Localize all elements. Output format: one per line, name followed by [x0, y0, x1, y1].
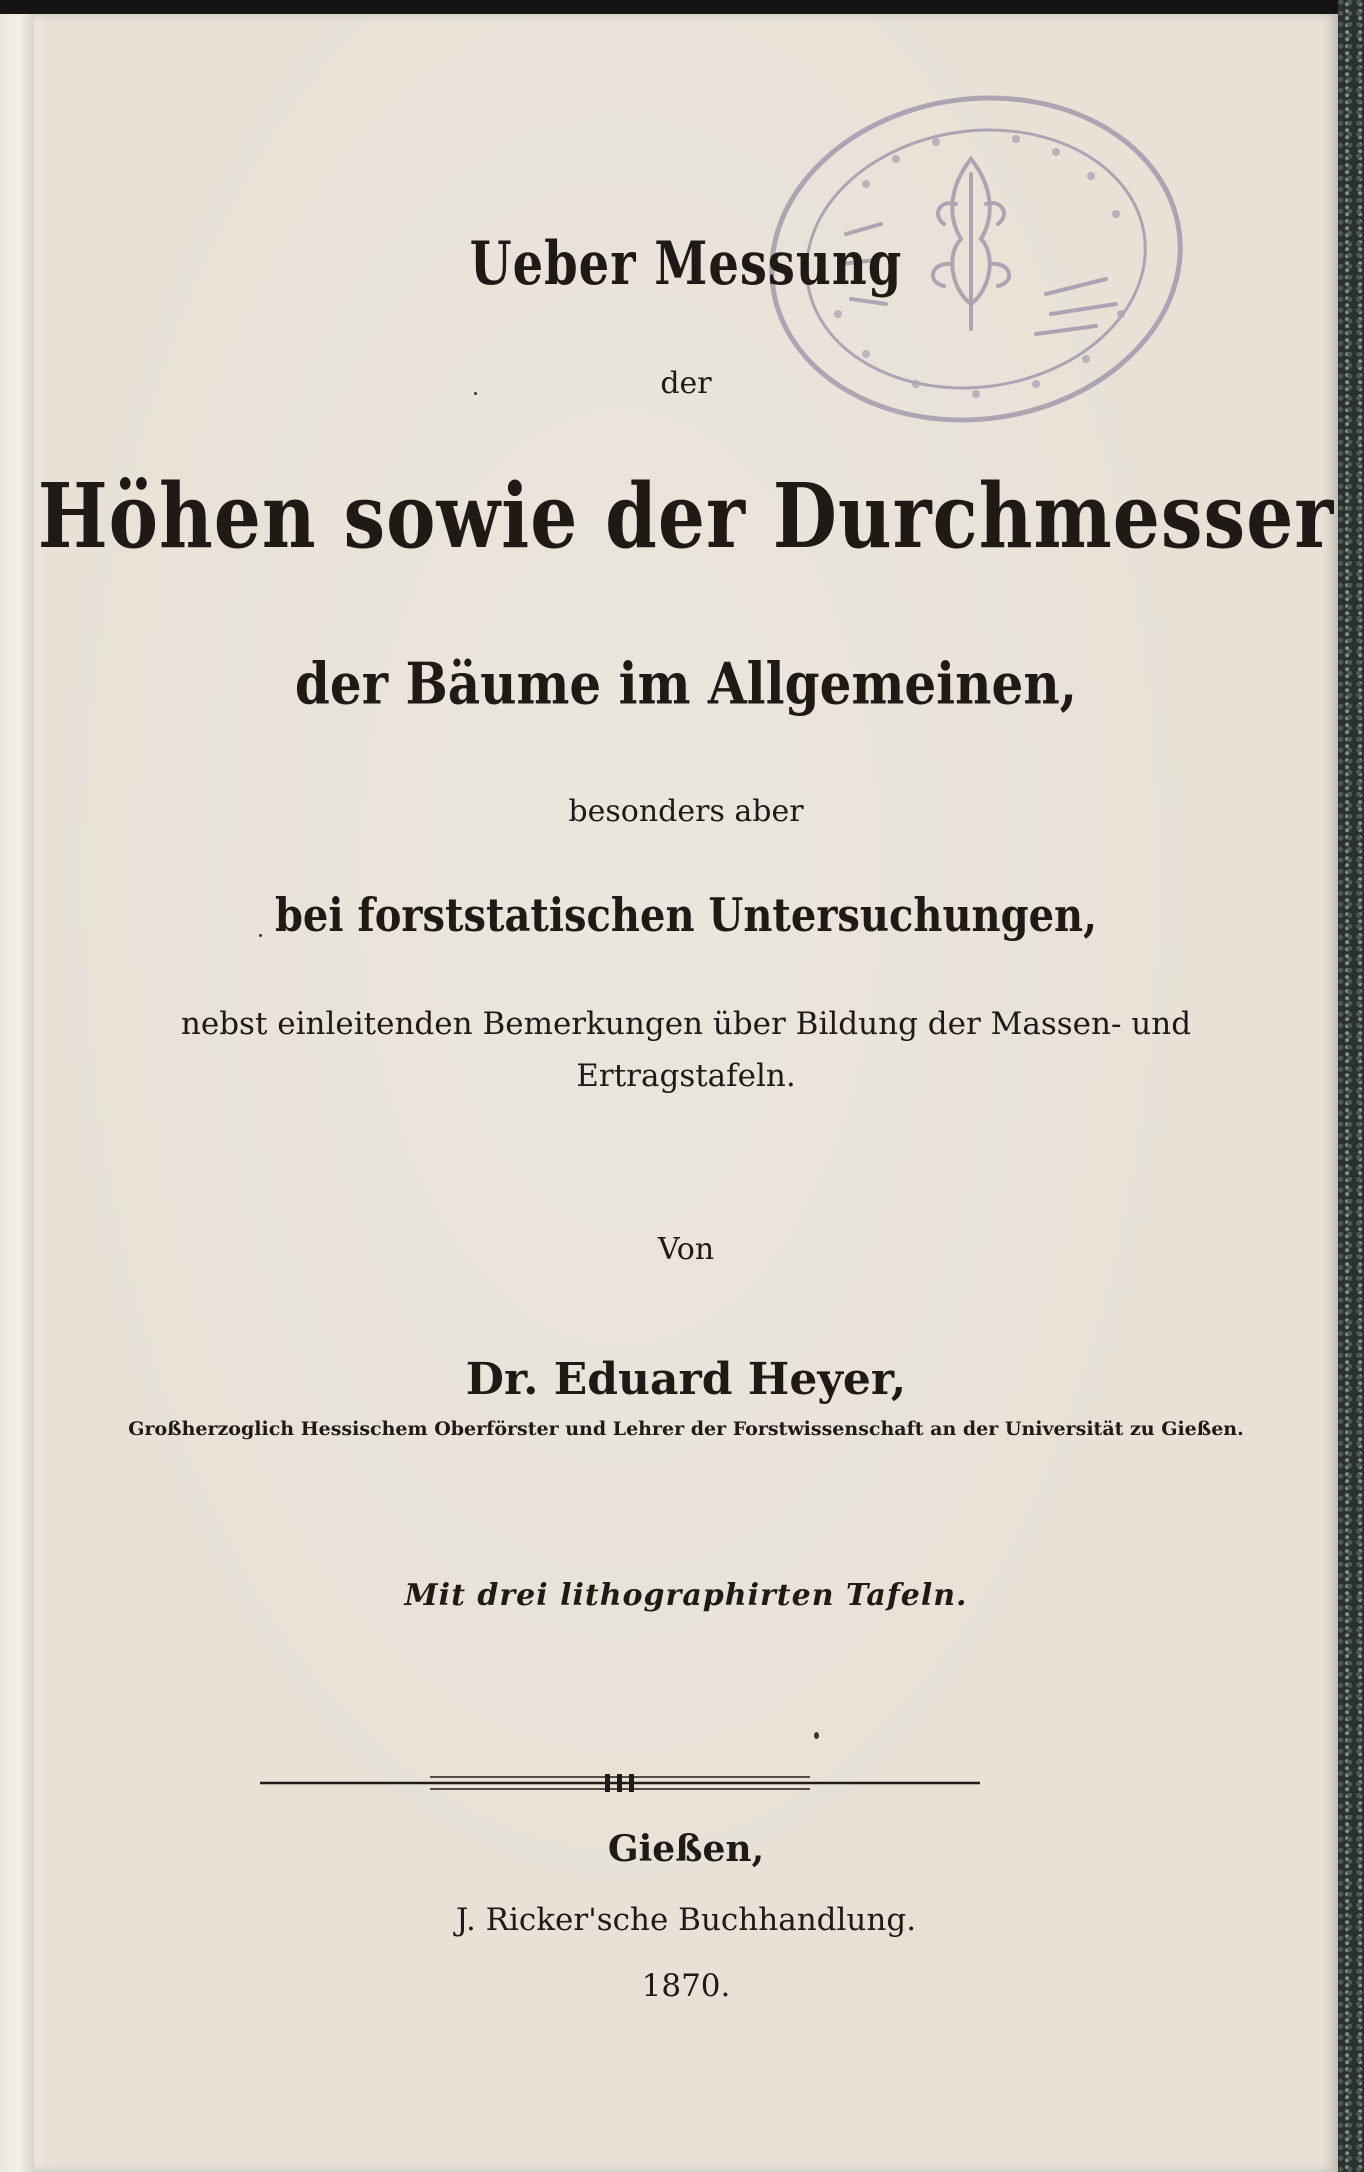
- publisher: J. Ricker'sche Buchhandlung.: [455, 1902, 917, 1938]
- scan-top-edge: [0, 0, 1364, 14]
- ink-speck: [474, 392, 477, 395]
- subtitle-line-2: Ertragstafeln.: [576, 1058, 796, 1094]
- title-line-5: besonders aber: [568, 794, 804, 829]
- main-title: Höhen sowie der Durchmesser: [37, 465, 1335, 569]
- author-affiliation: Großherzoglich Hessischem Oberförster und Lehrer der Forstwissenschaft an der Universität zu Gießen.: [128, 1418, 1244, 1440]
- title-page: [34, 14, 1338, 2172]
- ink-speck: [814, 1732, 819, 1739]
- page-gutter-strip: [0, 14, 34, 2172]
- ink-speck: [259, 934, 262, 937]
- plates-note: Mit drei lithographirten Tafeln.: [404, 1578, 968, 1613]
- marbled-cover-edge: [1338, 0, 1364, 2172]
- title-line-1: Ueber Messung: [469, 229, 903, 299]
- publication-year: 1870.: [641, 1968, 731, 2004]
- title-line-4: der Bäume im Allgemeinen,: [294, 649, 1078, 718]
- subtitle-line-1: nebst einleitenden Bemerkungen über Bildung der Massen- und: [180, 1006, 1192, 1042]
- publication-place: Gießen,: [607, 1828, 765, 1870]
- title-line-6: bei forststatischen Untersuchungen,: [274, 888, 1098, 943]
- by-label: Von: [657, 1232, 715, 1267]
- title-line-2: der: [660, 366, 712, 401]
- author-name: Dr. Eduard Heyer,: [465, 1354, 907, 1405]
- ornamental-rule: [260, 1772, 980, 1794]
